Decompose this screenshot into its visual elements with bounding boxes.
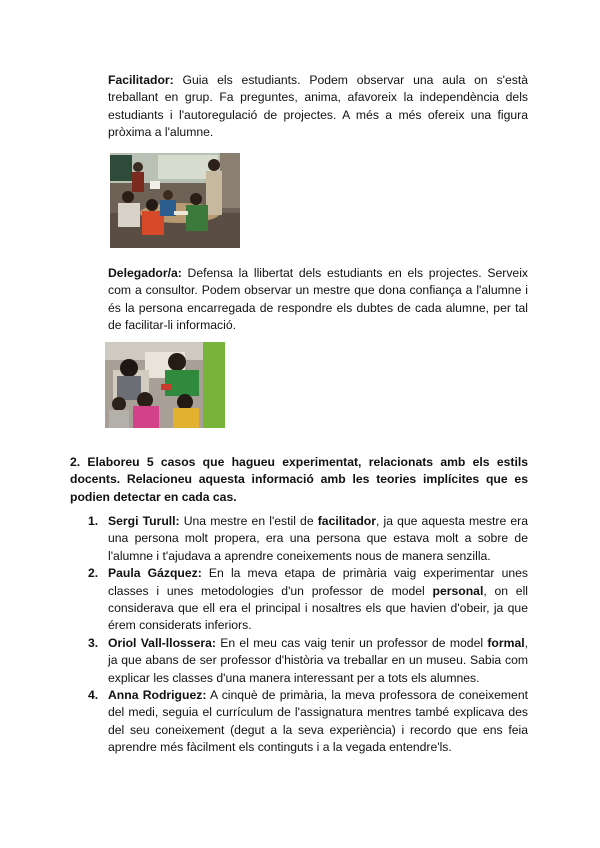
item-name: Oriol Vall-llossera: [108,635,216,650]
list-item [88,565,528,635]
item-keyword: facilitador [317,514,376,528]
list-item [88,513,528,565]
item-text: A cinquè de primària, la meva professora de coneixement del medi, seguia el currículum de l'assignatura mentres també explicava des del seu coneixement (degut a la seva experiència) i recordo que ens feia aprendre més fàcilment els continguts i a la vegada entendre'ls. [108,688,528,755]
facilitador-text: Guia els estudiants. Podem observar una aula on s'està treballant en grup. Fa preguntes, anima, afavoreix la independència dels estudiants i l'autoregulació de projectes. A més a més ofereix una figura pròxima a l'alumne. [108,73,528,140]
item-name: Paula Gázquez: [108,566,202,581]
item-number: 4. [88,688,99,703]
item-keyword: formal [487,635,525,650]
item-keyword: personal [432,583,484,598]
item-text: En la meva etapa de primària vaig experimentar unes classes i unes metodologies d'un professor de model [108,566,529,598]
item-text: En el meu cas vaig tenir un professor de model [215,635,488,650]
facilitador-term: Facilitador: [108,73,174,87]
delegador-paragraph [108,265,528,335]
item-number: 3. [88,635,99,650]
item-name: Anna Rodriguez: [108,688,207,703]
children-working-photo [105,342,225,428]
item-text-end: , on ell considerava que ell era el principal i nosaltres els que havien d'obeir, ja que érem considerats inferiors. [108,583,528,633]
question-heading: 2. Elaboreu 5 casos que hagueu experimentat, relacionats amb els estils docents. Relacioneu aquesta informació amb les teories implícites que es podien detectar en cada cas. [70,455,528,504]
list-item [88,635,528,687]
item-text-end: , ja que abans de ser professor d'història va treballar en un museu. Sabia com explicar les classes d'una manera interessant per a tots els alumnes. [108,635,528,685]
item-name: Sergi Turull: [108,514,180,528]
delegador-text: Defensa la llibertat dels estudiants en els projectes. Serveix com a consultor. Podem observar un mestre que dona confiança a l'alumne i és la persona encarregada de respondre els dubtes de cada alumne, per tal de facilitar-li informació. [108,266,528,333]
classroom-group-photo [110,153,240,248]
list-item [88,687,528,757]
item-text-end: , ja que aquesta mestre era una persona molt propera, era una persona que estava molt a sobre de l'alumne i t'ajudava a aprendre coneixements nous de manera senzilla. [108,514,528,563]
cases-list [88,513,528,757]
item-number: 1. [88,514,99,528]
item-text: Una mestre en l'estil de [179,514,318,528]
facilitador-paragraph [108,72,528,142]
item-number: 2. [88,566,99,581]
delegador-term: Delegador/a: [108,266,182,280]
